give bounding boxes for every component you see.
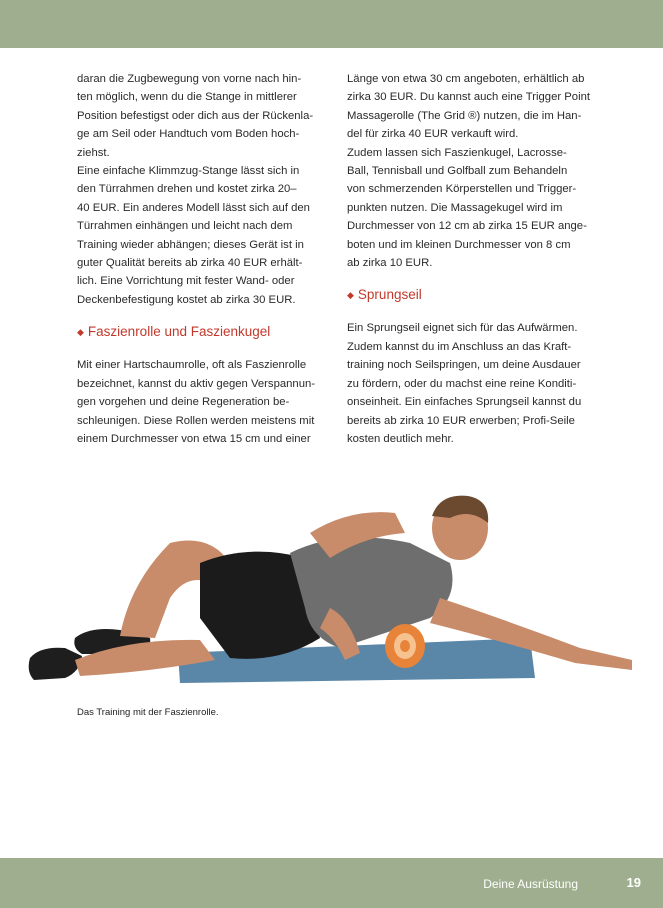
shoe-left [29,648,82,680]
right-intro-text: Länge von etwa 30 cm angeboten, erhältlich ab zirka 30 EUR. Du kannst auch eine Trigger Point Massagerolle (The Grid ®) nutzen, die im Han- del für zirka 40 EUR verkauft wird. Zudem lassen sich Faszienkugel, Lacrosse- Ball, Tennisball und Golfball zum Behandeln von schmerzenden Körperstellen und Trigger- punkten nutzen. Die Massagekugel wird im Durchmesser von 12 cm ab zirka 15 EUR ange- boten und im kleinen Durchmesser von 8 cm ab zirka 10 EUR. [347,73,591,270]
diamond-bullet-icon: ◆ [347,290,354,301]
left-column [77,70,333,448]
left-section-text: Mit einer Hartschaumrolle, oft als Faszienrolle bezeichnet, kannst du aktiv gegen Verspannun- gen vorgehen und deine Regeneration be- schleunigen. Diese Rollen werden meistens mit einem Durchmesser von etwa 15 cm und einer [77,359,316,445]
left-intro-text: daran die Zugbewegung von vorne nach hin- ten möglich, wenn du die Stange in mittlerer Position befestigst oder dich aus der Rückenla- ge am Seil oder Handtuch vom Boden hoch- ziehst. Eine einfache Klimmzug-Stange lässt sich in den Türrahmen drehen und kostet zirka 20– 40 EUR. Ein anderes Modell lässt sich auf den Türrahmen einhängen und leicht nach dem Training wieder abhängen; dieses Gerät ist in guter Qualität bereits ab zirka 40 EUR erhält- lich. Eine Vorrichtung mit fester Wand- oder Deckenbefestigung kostet ab zirka 30 EUR. [77,73,314,306]
right-column [347,70,603,448]
top-band [0,0,663,48]
heading-sprungseil: ◆ Sprungseil [347,287,422,303]
photo-caption: Das Training mit der Faszienrolle. [77,707,219,718]
page-number: 19 [626,875,641,890]
right-section-text: Ein Sprungseil eignet sich für das Aufwärmen. Zudem kannst du im Anschluss an das Kraft- training noch Seilspringen, um deine Ausdauer zu fördern, oder du machst eine reine Konditi- onseinheit. Ein einfaches Sprungseil kannst du bereits ab zirka 10 EUR erwerben; Profi-Seile kosten deutlich mehr. [347,322,582,445]
foam-roller-illustration [20,488,643,698]
footer-section-title: Deine Ausrüstung [483,877,578,891]
diamond-bullet-icon: ◆ [77,327,84,338]
training-photo [20,488,643,698]
heading-faszienrolle: ◆ Faszienrolle und Faszienkugel [77,324,271,340]
